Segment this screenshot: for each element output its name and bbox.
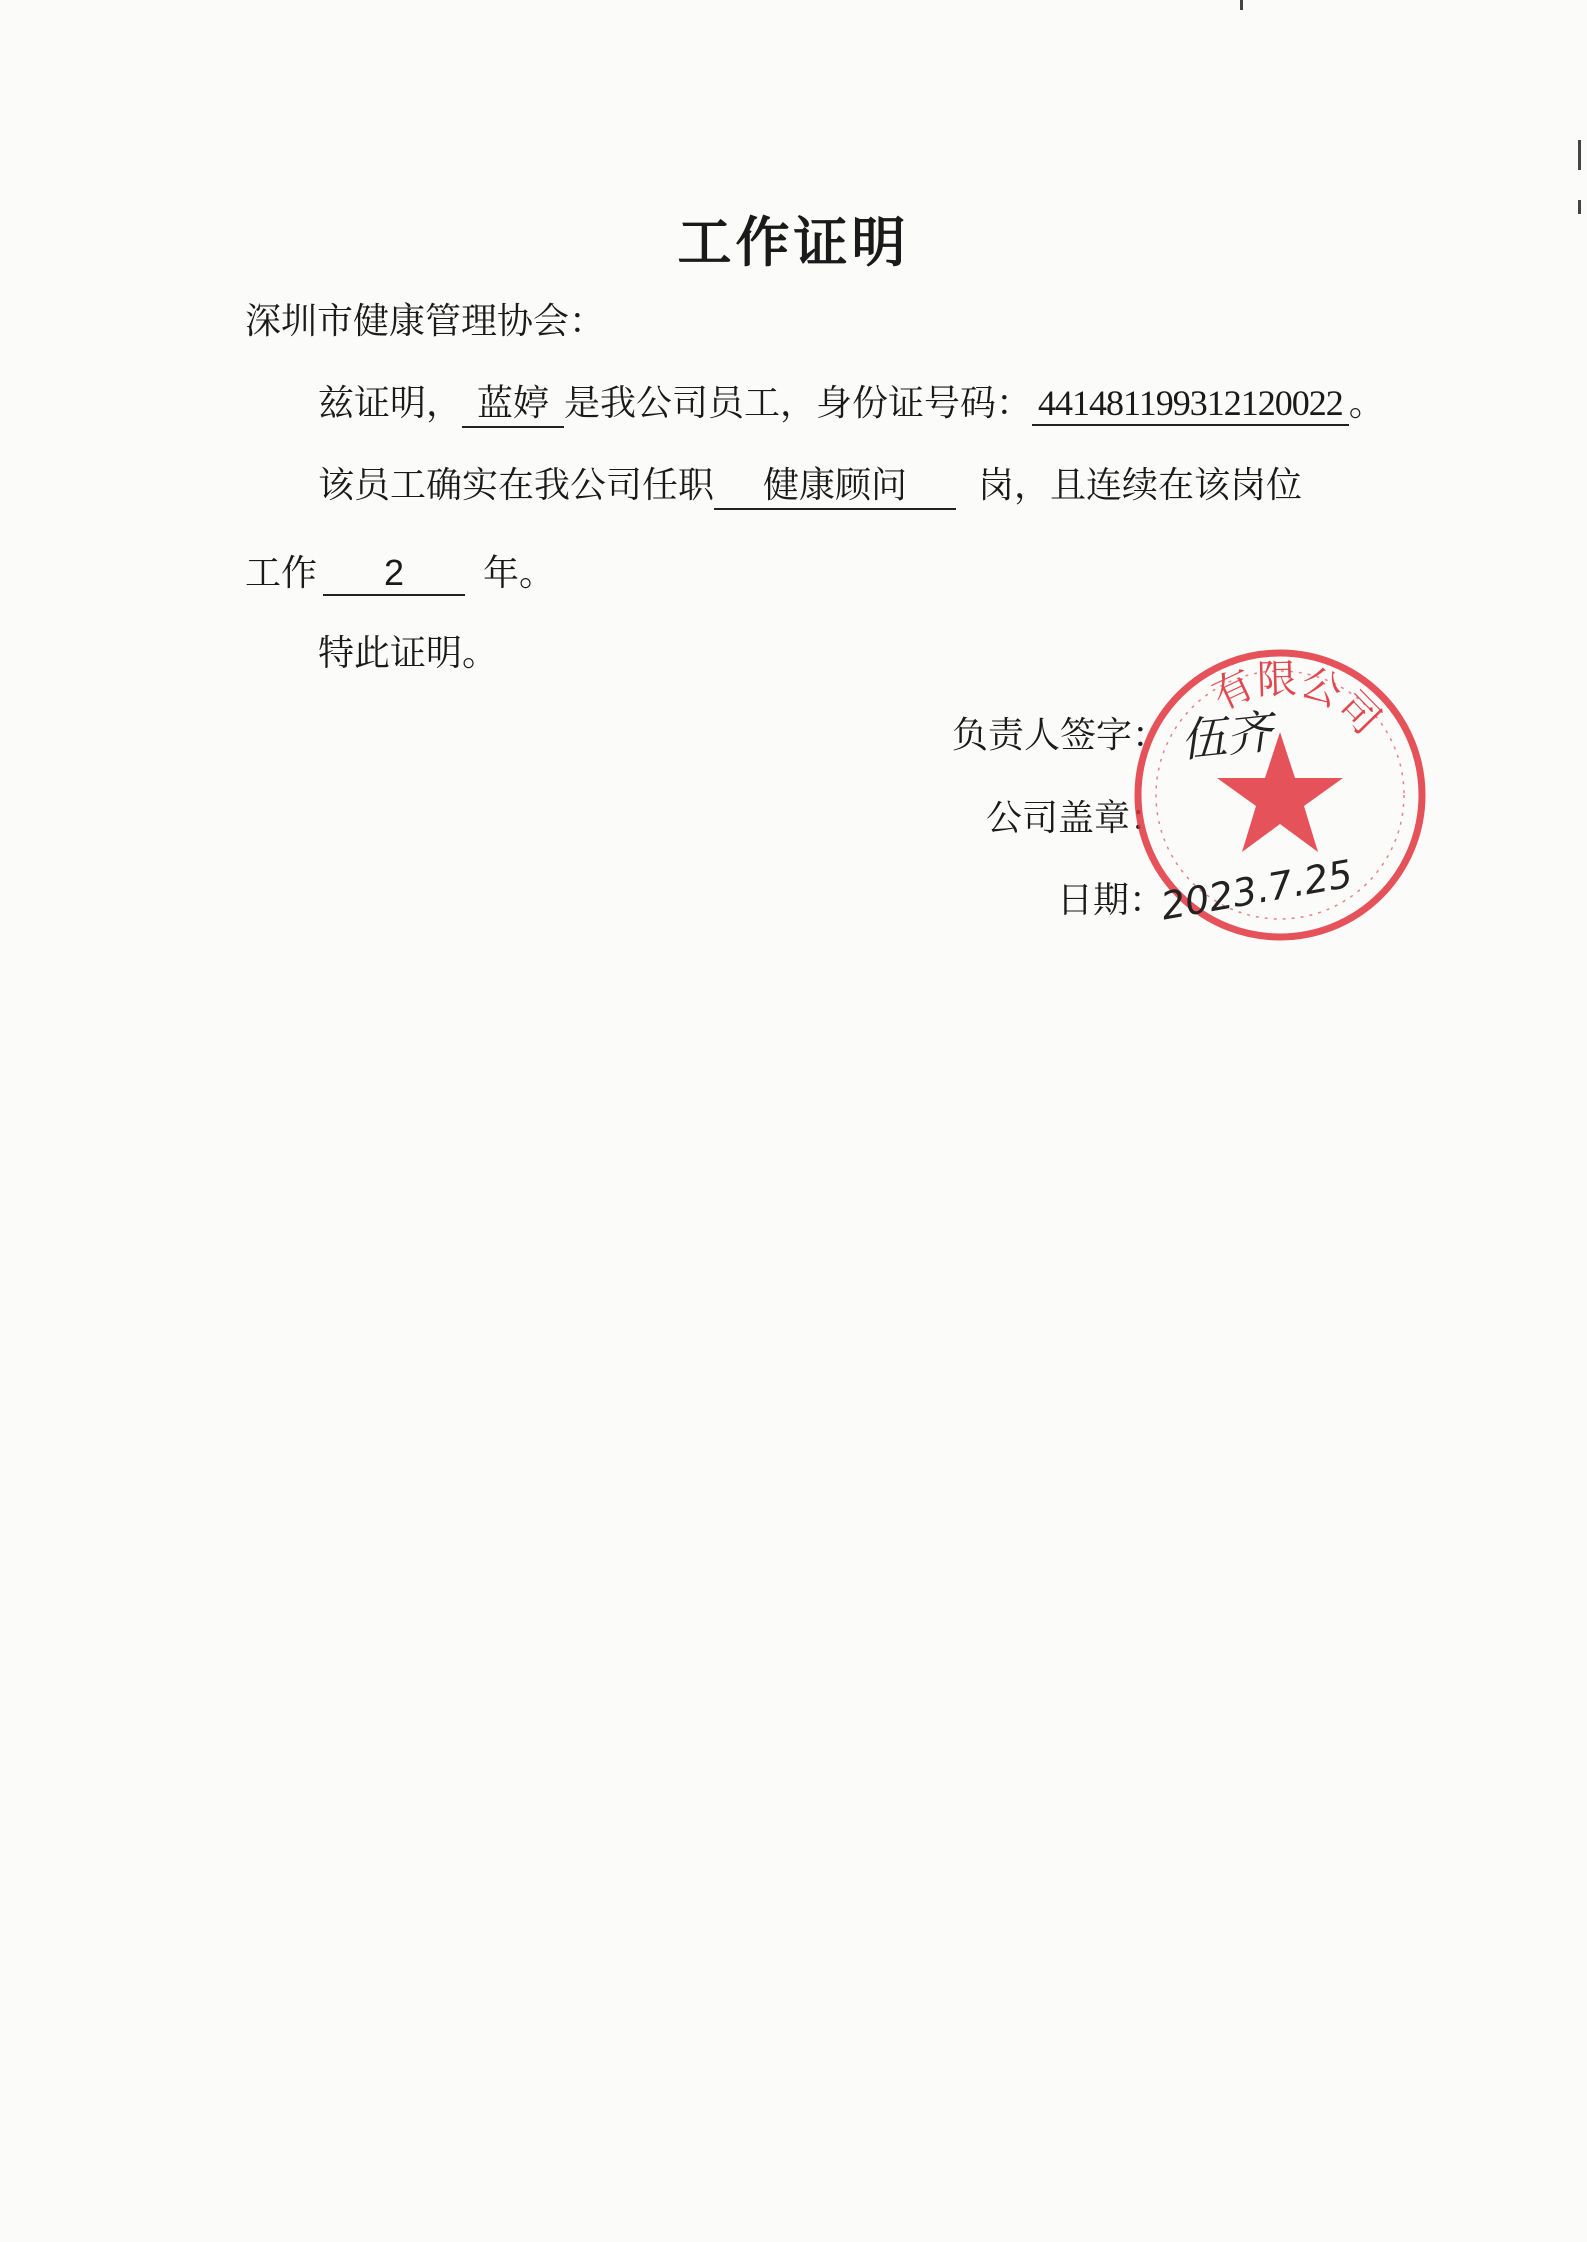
duration-suffix: 年。: [483, 553, 556, 594]
position-line: [318, 457, 1302, 510]
cert-middle: 是我公司员工，身份证号码：: [564, 383, 1033, 424]
cert-prefix: 兹证明，: [318, 383, 463, 424]
duration-prefix: 工作: [245, 553, 318, 594]
addressee: [245, 293, 605, 344]
addressee-text: 深圳市健康管理协会：: [245, 301, 606, 342]
signer-label: 负责人签字：: [952, 715, 1169, 756]
duration-line: [245, 545, 555, 596]
document-title: 工作证明: [677, 210, 910, 274]
date-label: 日期：: [1057, 880, 1166, 921]
position-prefix: 该员工确实在我公司任职: [318, 465, 715, 506]
signature: 伍齐: [1177, 704, 1275, 768]
closing-text: 特此证明。: [318, 633, 499, 674]
cert-suffix: 。: [1348, 383, 1385, 424]
date-value: 2023.7.25: [1157, 851, 1356, 929]
years-value: 2: [323, 552, 465, 596]
position-suffix: 岗，且连续在该岗位: [978, 465, 1303, 506]
seal-text: 有限公司: [1205, 656, 1390, 744]
employee-name: 蓝婷: [462, 375, 564, 428]
id-number: 441481199312120022: [1032, 382, 1349, 426]
scan-mark: [1578, 140, 1581, 170]
position-title: 健康顾问: [714, 457, 956, 510]
closing-line: [318, 625, 498, 676]
seal-label: 公司盖章：: [986, 798, 1167, 839]
scan-mark: [1240, 0, 1243, 10]
certification-line: [318, 375, 1385, 428]
